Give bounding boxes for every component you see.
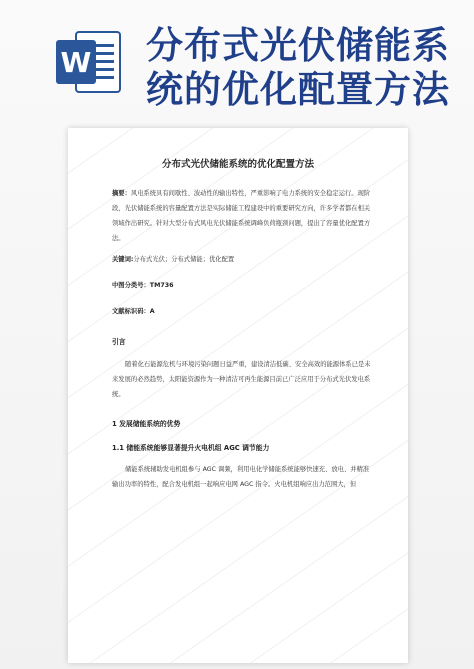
word-icon-letter: W	[60, 46, 92, 79]
abstract-paragraph	[112, 186, 374, 246]
header-title	[146, 24, 466, 112]
document-page	[68, 128, 408, 663]
keywords-line	[112, 252, 374, 267]
keywords-label: 关键词:	[112, 256, 134, 263]
clc-value: TM736	[149, 282, 174, 289]
intro-paragraph: 随着化石能源危机与环境污染问题日益严重，建设清洁低碳、安全高效的能源体系已是未来发展的必然趋势，太阳能资源作为一种清洁可再生能源目前已广泛应用于分布式光伏发电系统。	[112, 361, 371, 398]
document-code-value: A	[149, 308, 155, 315]
clc-line	[112, 278, 374, 293]
document-code-label: 文献标识码：	[112, 308, 150, 315]
header-title-line-1: 分布式光伏储能系	[146, 24, 450, 67]
section-1-heading: 1 发展储能系统的优势	[112, 420, 181, 428]
clc-label: 中图分类号：	[112, 282, 150, 289]
keywords-text: 分布式光伏；分布式储能；优化配置	[133, 256, 235, 263]
document-code-line	[112, 304, 374, 319]
section-1-1-paragraph: 储能系统辅助发电机组参与 AGC 调频，利用电化学储能系统能够快速充、放电、并精准输出功率的特性，配合发电机组一起响应电网 AGC 指令。火电机组响应出力范围大，但	[112, 466, 370, 488]
header-banner	[0, 0, 474, 118]
abstract-label: 摘要：	[112, 190, 131, 197]
document-title: 分布式光伏储能系统的优化配置方法	[161, 159, 314, 170]
word-document-icon	[54, 30, 122, 94]
intro-heading: 引言	[112, 338, 126, 346]
section-1-1-heading: 1.1 储能系统能够显著提升火电机组 AGC 调节能力	[112, 444, 270, 452]
header-title-line-2: 统的优化配置方法	[146, 68, 450, 111]
abstract-text: 风电系统具有间歇性、波动性的输出特性，严重影响了电力系统的安全稳定运行。现阶段，光伏储能系统的容量配置方法是实际储能工程建设中的重要研究方向，许多学者都在相关领域作出研究。针对大型分布式风电光伏储能系统调峰负荷瓶颈问题，提出了容量优化配置方法。	[112, 190, 371, 242]
